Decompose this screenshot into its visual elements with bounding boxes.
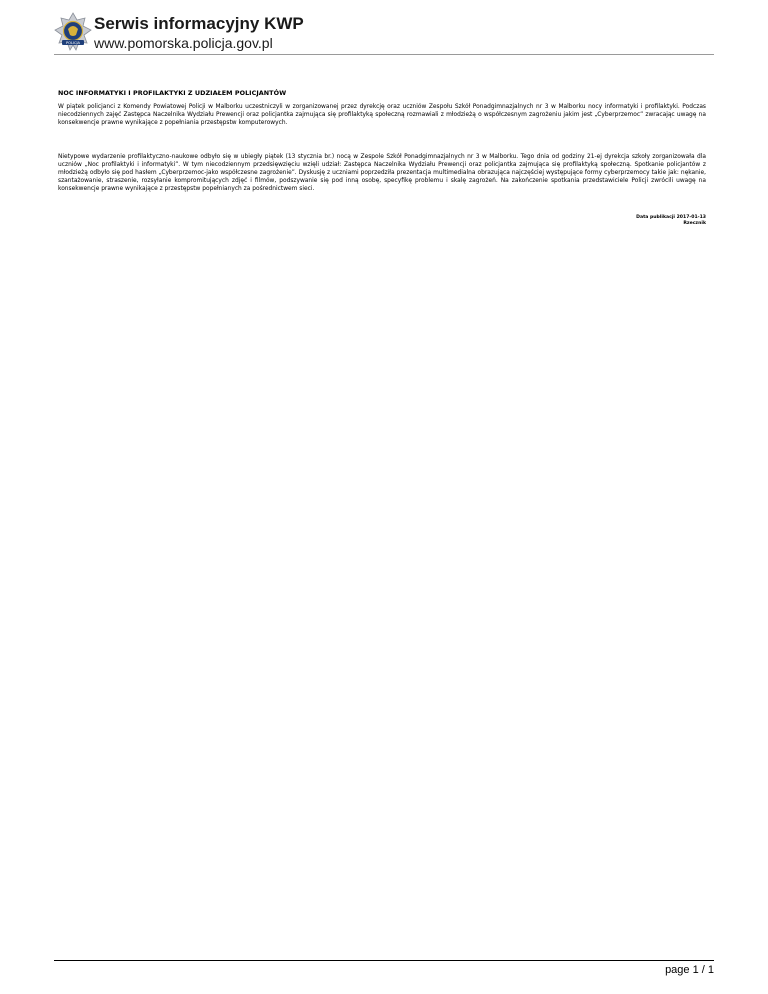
police-star-badge-icon	[54, 12, 92, 54]
article-title: NOC INFORMATYKI I PROFILAKTYKI Z UDZIAŁEM POLICJANTÓW	[58, 89, 287, 97]
article-paragraph: Nietypowe wydarzenie profilaktyczno-naukowe odbyło się w ubiegły piątek (13 stycznia br.) nocą w Zespole Szkół Ponadgimnazjalnych nr 3 w Malborku. Tego dnia od godziny 21-ej dyrekcja szkoły zorganizowała dla uczniów „Noc profilaktyki i informatyki”. W tym niecodziennym przedsięwzięciu wzięli udział: Zastępca Naczelnika Wydziału Prewencji oraz policjantka zajmująca się profilaktyką społeczną. Spotkanie policjantów z młodzieżą odbyło się pod hasłem „Cyberprzemoc-jako współczesne zagrożenie”. Dyskusję z uczniami poprzedziła prezentacja multimedialna obrazująca najczęściej występujące formy cyberprzemocy takie jak: nękanie, szantażowanie, straszenie, rozsyłanie kompromitujących zdjęć i filmów, podszywanie się pod inną osobę, specyfikę problemu i skalę zagrożeń. Na zakończenie spotkania przedstawiciele Policji zwrócili uwagę na konsekwencje prawne wynikające z przestępstw popełnianych za pośrednictwem sieci.	[58, 153, 706, 193]
paragraph-spacer	[58, 128, 706, 153]
site-title: Serwis informacyjny KWP	[94, 14, 304, 33]
logo-text: POLICJA	[65, 41, 81, 45]
publication-meta	[636, 215, 706, 227]
page-number: page 1 / 1	[665, 964, 714, 976]
footer-divider	[54, 960, 714, 961]
header-divider	[54, 54, 714, 55]
page-header	[54, 12, 714, 54]
article-body	[58, 89, 706, 194]
article-author: Rzecznik	[683, 221, 706, 226]
publication-date: Data publikacji 2017-01-13	[636, 215, 706, 220]
article-paragraph: W piątek policjanci z Komendy Powiatowej Policji w Malborku uczestniczyli w zorganizowanej przez dyrekcję oraz uczniów Zespołu Szkół Ponadgimnazjalnych nr 3 w Malborku nocy informatyki i profilaktyki. Podczas niecodziennych zajęć Zastępca Naczelnika Wydziału Prewencji oraz policjantka zajmująca się profilaktyką społeczną rozmawiali z młodzieżą o współczesnym zagrożeniu jakim jest „Cyberprzemoc” zwracając uwagę na konsekwencje prawne wynikające z popełniania przestępstw komputerowych.	[58, 104, 706, 127]
site-url[interactable]: www.pomorska.policja.gov.pl	[94, 35, 273, 51]
